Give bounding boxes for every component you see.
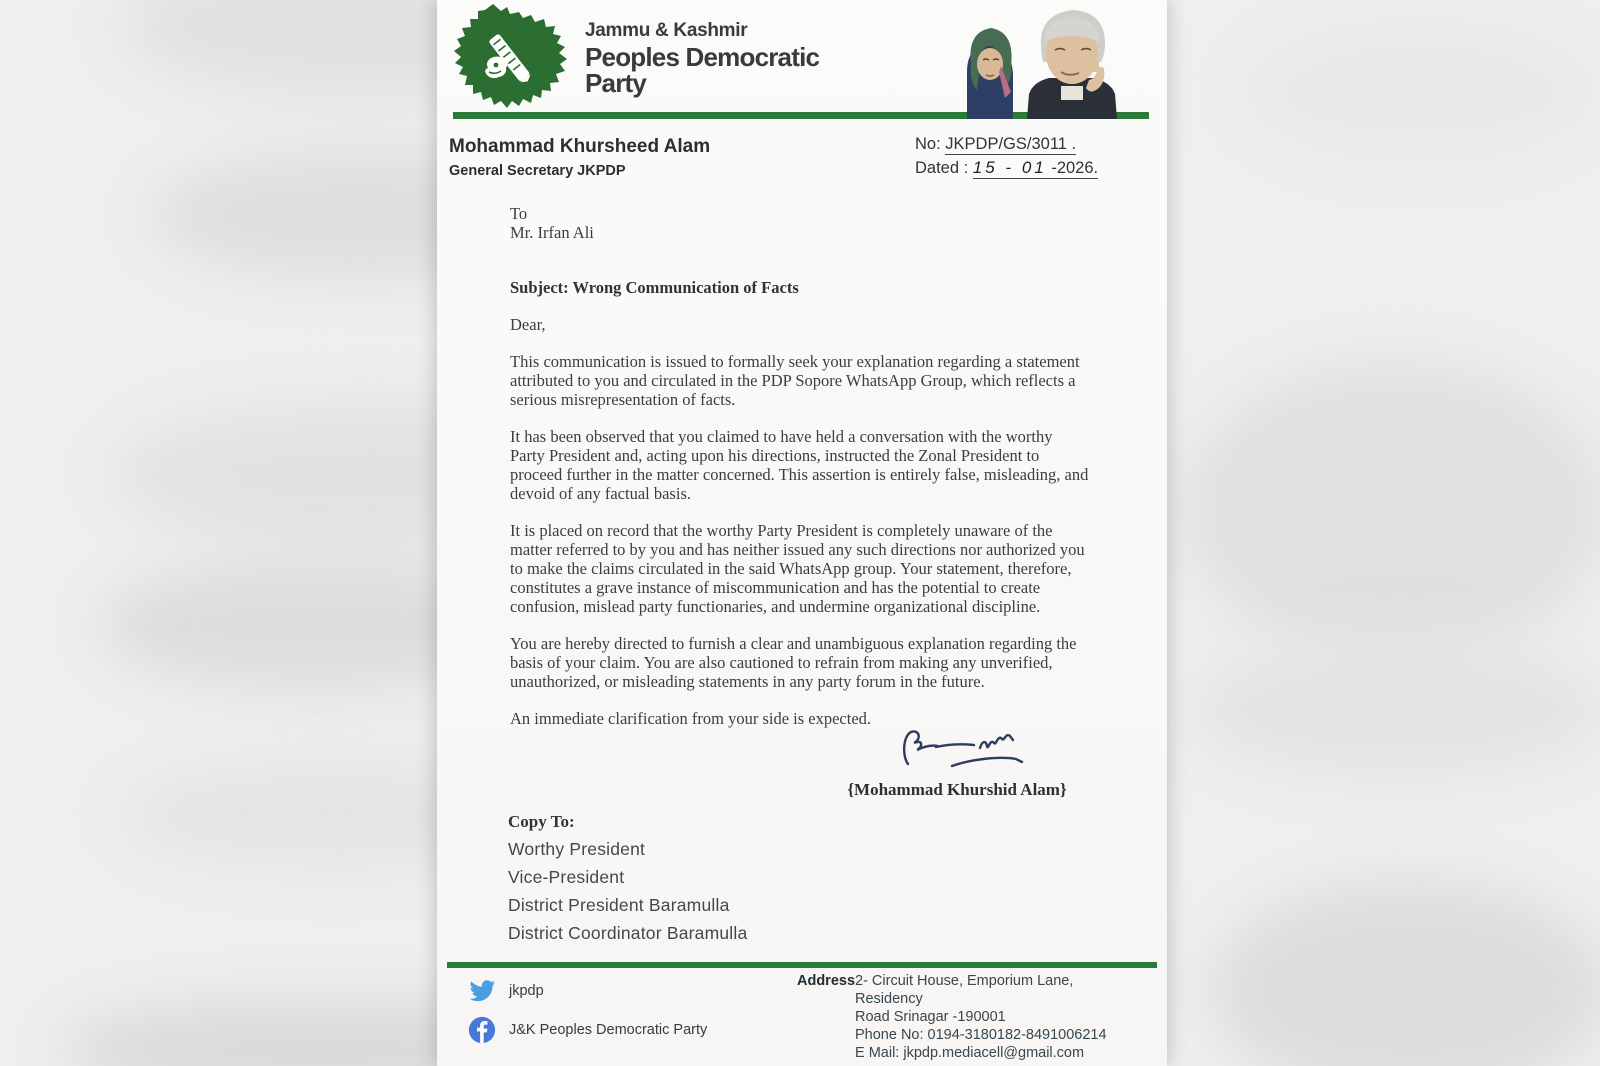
address-row [797,972,1137,1062]
address-lines [855,972,1137,1062]
twitter-icon [467,976,497,1006]
subject-line: Subject: Wrong Communication of Facts [510,278,799,297]
twitter-handle: jkpdp [509,983,544,999]
background-blur [1190,640,1600,780]
date-row [915,158,1125,178]
salutation: Dear, [510,315,546,334]
author-name: Mohammad Khursheed Alam [449,136,711,157]
paragraph: You are hereby directed to furnish a clear and unambiguous explanation regarding the basis of your claim. You are also cautioned to refrain from making any unverified, unauthorized, or misleading statements in any party forum in the future. [510,634,1077,691]
address-block [797,972,1137,1062]
jk-map-pen-logo [447,2,579,114]
party-leaders-photo [953,2,1153,119]
party-name-line2: Peoples Democratic [585,42,820,72]
handwritten-signature [892,722,1052,777]
background-blur [1180,360,1600,660]
background-blur [1210,880,1600,1066]
reference-value: JKPDP/GS/3011 . [945,135,1077,153]
author-block [449,136,710,179]
copy-to-label: Copy To: [508,812,575,831]
author-title: General Secretary JKPDP [449,163,626,179]
signatory-name: {Mohammad Khurshid Alam} [847,780,1067,799]
copy-to-item: District President Baramulla [508,895,730,915]
facebook-row [467,1015,707,1045]
party-name-block [585,20,819,96]
background-blur [1240,20,1600,160]
recipient-name: Mr. Irfan Ali [510,223,594,242]
address-line2: Road Srinagar -190001 [855,1009,1006,1025]
copy-to-item: District Coordinator Baramulla [508,923,748,943]
reference-number-row [915,135,1125,154]
date-label: Dated : [915,159,969,177]
paragraph: It has been observed that you claimed to have held a conversation with the worthy Party President and, acting upon his directions, instructed the Zonal President to proceed further in the matter concerned. This assertion is entirely false, misleading, and devoid of any factual basis. [510,427,1089,503]
closing-line: An immediate clarification from your side is expected. [510,709,872,728]
reference-block [915,135,1125,182]
paragraph: This communication is issued to formally seek your explanation regarding a statement attributed to you and circulated in the PDP Sopore WhatsApp Group, which reflects a serious misrepresentation of facts. [510,352,1080,409]
recipient-block [510,204,1090,242]
facebook-icon [467,1015,497,1045]
copy-to-block [508,812,747,944]
to-label: To [510,204,528,223]
copy-to-item: Worthy President [508,839,646,859]
email: E Mail: jkpdp.mediacell@gmail.com [855,1045,1085,1061]
footer-divider [447,962,1157,968]
copy-to-item: Vice-President [508,867,625,887]
letter-page [437,0,1167,1066]
twitter-row [467,976,707,1006]
date-printed: -2026. [1051,159,1099,177]
party-name-region: Jammu & Kashmir [585,20,748,41]
reference-label: No: [915,135,941,153]
address-line1: 2- Circuit House, Emporium Lane, Residency [855,973,1074,1007]
address-label: Address [797,973,856,989]
date-handwritten: 15 - 01 [972,158,1047,177]
date-value [973,159,1098,179]
social-links [467,976,707,1054]
paragraph: It is placed on record that the worthy Party President is completely unaware of the matter referred to by you and has neither issued any such directions nor authorized you to make the claims circulated in the said WhatsApp group. Your statement, therefore, constitutes a grave instance of miscommunication and has the potential to create confusion, mislead party functionaries, and undermine organizational discipline. [510,521,1085,616]
phone: Phone No: 0194-3180182-8491006214 [855,1027,1107,1043]
party-name-line3: Party [585,68,647,98]
letter-body [510,204,1090,728]
facebook-name: J&K Peoples Democratic Party [509,1022,708,1038]
